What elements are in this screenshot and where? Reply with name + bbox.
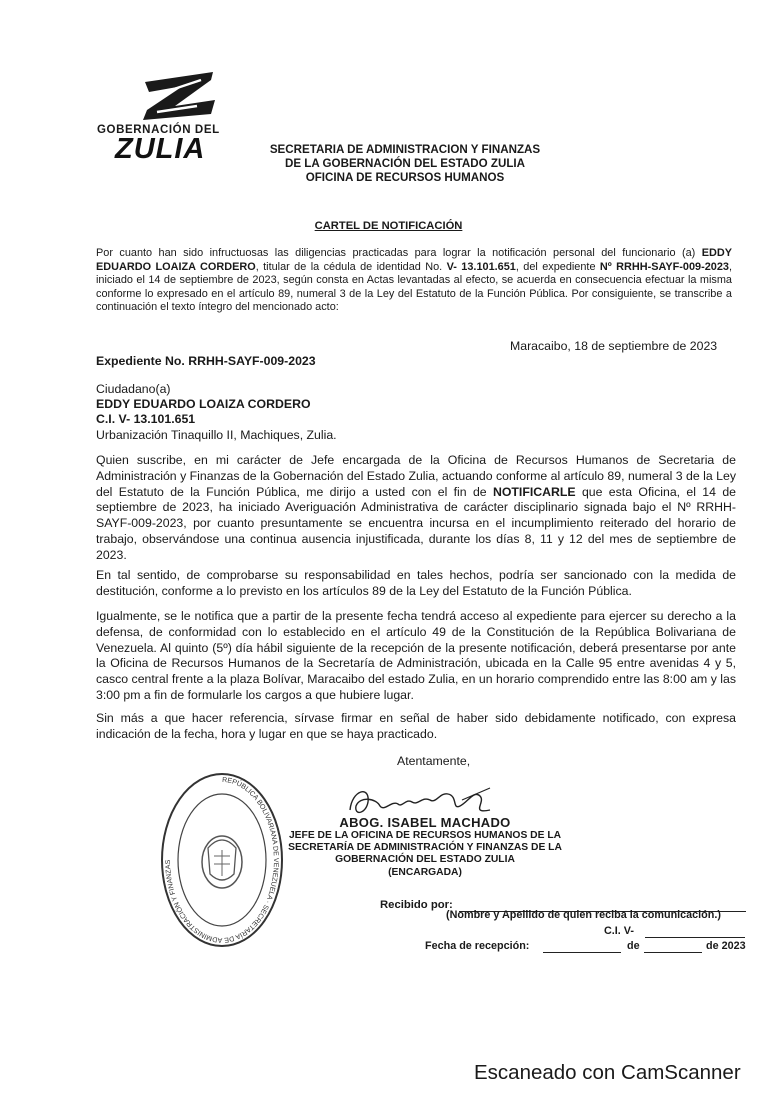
recipient-address: Urbanización Tinaquillo II, Machiques, Zulia. (96, 427, 337, 442)
salutation: Ciudadano(a) (96, 382, 171, 396)
receipt-date-label: Fecha de recepción: (425, 940, 530, 952)
signature-block (270, 815, 580, 879)
signatory-title-2: SECRETARÍA DE ADMINISTRACIÓN Y FINANZAS DE LA (288, 842, 562, 854)
intro-name: EDDY EDUARDO LOAIZA CORDERO (96, 247, 732, 273)
header-line-3: OFICINA DE RECURSOS HUMANOS (305, 171, 505, 184)
body-paragraph-4: Sin más a que hacer referencia, sírvase firmar en señal de haber sido debidamente notificado, con expresa indicación de la fecha, hora y lugar en que se haya practicado. (96, 711, 736, 741)
name-instruction: (Nombre y Apellido de quien reciba la comunicación.) (446, 909, 721, 921)
gobernacion-logo (95, 70, 260, 165)
signatory-title-1: JEFE DE LA OFICINA DE RECURSOS HUMANOS DE LA (288, 830, 562, 841)
letterhead (240, 143, 570, 185)
receipt-year-label: de 2023 (706, 940, 746, 952)
recipient-name: EDDY EDUARDO LOAIZA CORDERO (96, 397, 311, 412)
receipt-de-label: de (627, 940, 640, 952)
receipt-day-line[interactable] (543, 952, 621, 953)
signatory-title-3: GOBERNACIÓN DEL ESTADO ZULIA (335, 854, 515, 866)
recipient-ci: C.I. V- 13.101.651 (96, 412, 196, 427)
body-paragraph-1: Quien suscribe, en mi carácter de Jefe encargada de la Oficina de Recursos Humanos de Secretaria de Administración y Finanzas de la Gobernación del Estado Zulia, actuando conforme al artículo 89, numeral 3 de la Ley del Estatuto de la Función Pública, me dirijo a usted con el fin de NOTIFICARLE que esta Oficina, el 14 de septiembre de 2023, ha iniciado Averiguación Administrativa de carácter disciplinario signada bajo el Nº RRHH-SAYF-009-2023, por cuanto presuntamente se encuentra incursa en el incumplimiento reiterado del horario de trabajo, observándose una continua ausencia injustificada, durante los días 8, 11 y 12 del mes de septiembre de 2023. (96, 453, 736, 562)
intro-paragraph: Por cuanto han sido infructuosas las diligencias practicadas para lograr la notificación personal del funcionario (a) EDDY EDUARDO LOAIZA CORDERO, titular de la cédula de identidad No. V- 13.101.651, del expediente Nº RRHH-SAYF-009-2023, iniciado el 14 de septiembre de 2023, según consta en Actas levantadas al efecto, se acuerda en consecuencia efectuar la misma conforme lo expresado en el artículo 89, numeral 3 de la Ley del Estatuto de la Función Pública. Por consiguiente, se transcribe a continuación el texto íntegro del mencionado acto: (96, 247, 732, 314)
receipt-ci-line[interactable] (645, 937, 745, 938)
intro-expediente: Nº RRHH-SAYF-009-2023 (599, 260, 729, 273)
closing: Atentamente, (397, 754, 471, 768)
document-title: CARTEL DE NOTIFICACIÓN (314, 220, 463, 232)
svg-text:REPÚBLICA BOLIVARIANA DE VENEZ: REPÚBLICA BOLIVARIANA DE VENEZUELA · SECRETARÍA DE ADMINISTRACIÓN Y FINANZAS (164, 776, 279, 944)
intro-ci: V- 13.101.651 (446, 260, 516, 273)
camscanner-watermark: Escaneado con CamScanner (474, 1061, 741, 1084)
body-paragraph-3: Igualmente, se le notifica que a partir de la presente fecha tendrá acceso al expediente para ejercer su derecho a la defensa, de conformidad con lo establecido en el artículo 49 de la Constitución de la República Bolivariana de Venezuela. Al quinto (5º) día hábil siguiente de la recepción de la presente notificación, deberá presentarse por ante la Oficina de Recursos Humanos de la Secretaría de Administración, ubicada en la Calle 95 entre avenidas 4 y 5, casco central frente a la plaza Bolívar, Maracaibo del estado Zulia, en un horario comprendido entre las 8:00 am y las 3:00 pm a fin de formularle los cargos a que hubiere lugar. (96, 609, 736, 702)
header-line-1: SECRETARIA DE ADMINISTRACION Y FINANZAS (269, 143, 541, 156)
letter-date: Maracaibo, 18 de septiembre de 2023 (510, 339, 718, 353)
receipt-ci-label: C.I. V- (604, 925, 634, 937)
logo-title: ZULIA (115, 133, 206, 165)
signatory-title-4: (ENCARGADA) (388, 866, 462, 878)
recipient-block (96, 382, 337, 443)
logo-subtitle: GOBERNACIÓN DEL (97, 124, 220, 136)
header-line-2: DE LA GOBERNACIÓN DEL ESTADO ZULIA (284, 157, 526, 170)
official-stamp (158, 770, 286, 950)
signatory-name: ABOG. ISABEL MACHADO (339, 815, 511, 830)
received-by-label: Recibido por: (380, 899, 453, 911)
body-paragraph-2: En tal sentido, de comprobarse su responsabilidad en tales hechos, podría ser sancionado con la medida de destitución, conforme a lo previsto en los artículos 89 de la Ley del Estatuto de la Función Pública. (96, 568, 736, 598)
expediente-number: Expediente No. RRHH-SAYF-009-2023 (96, 354, 316, 368)
receipt-month-line[interactable] (644, 952, 702, 953)
zulia-z-icon (135, 70, 225, 122)
